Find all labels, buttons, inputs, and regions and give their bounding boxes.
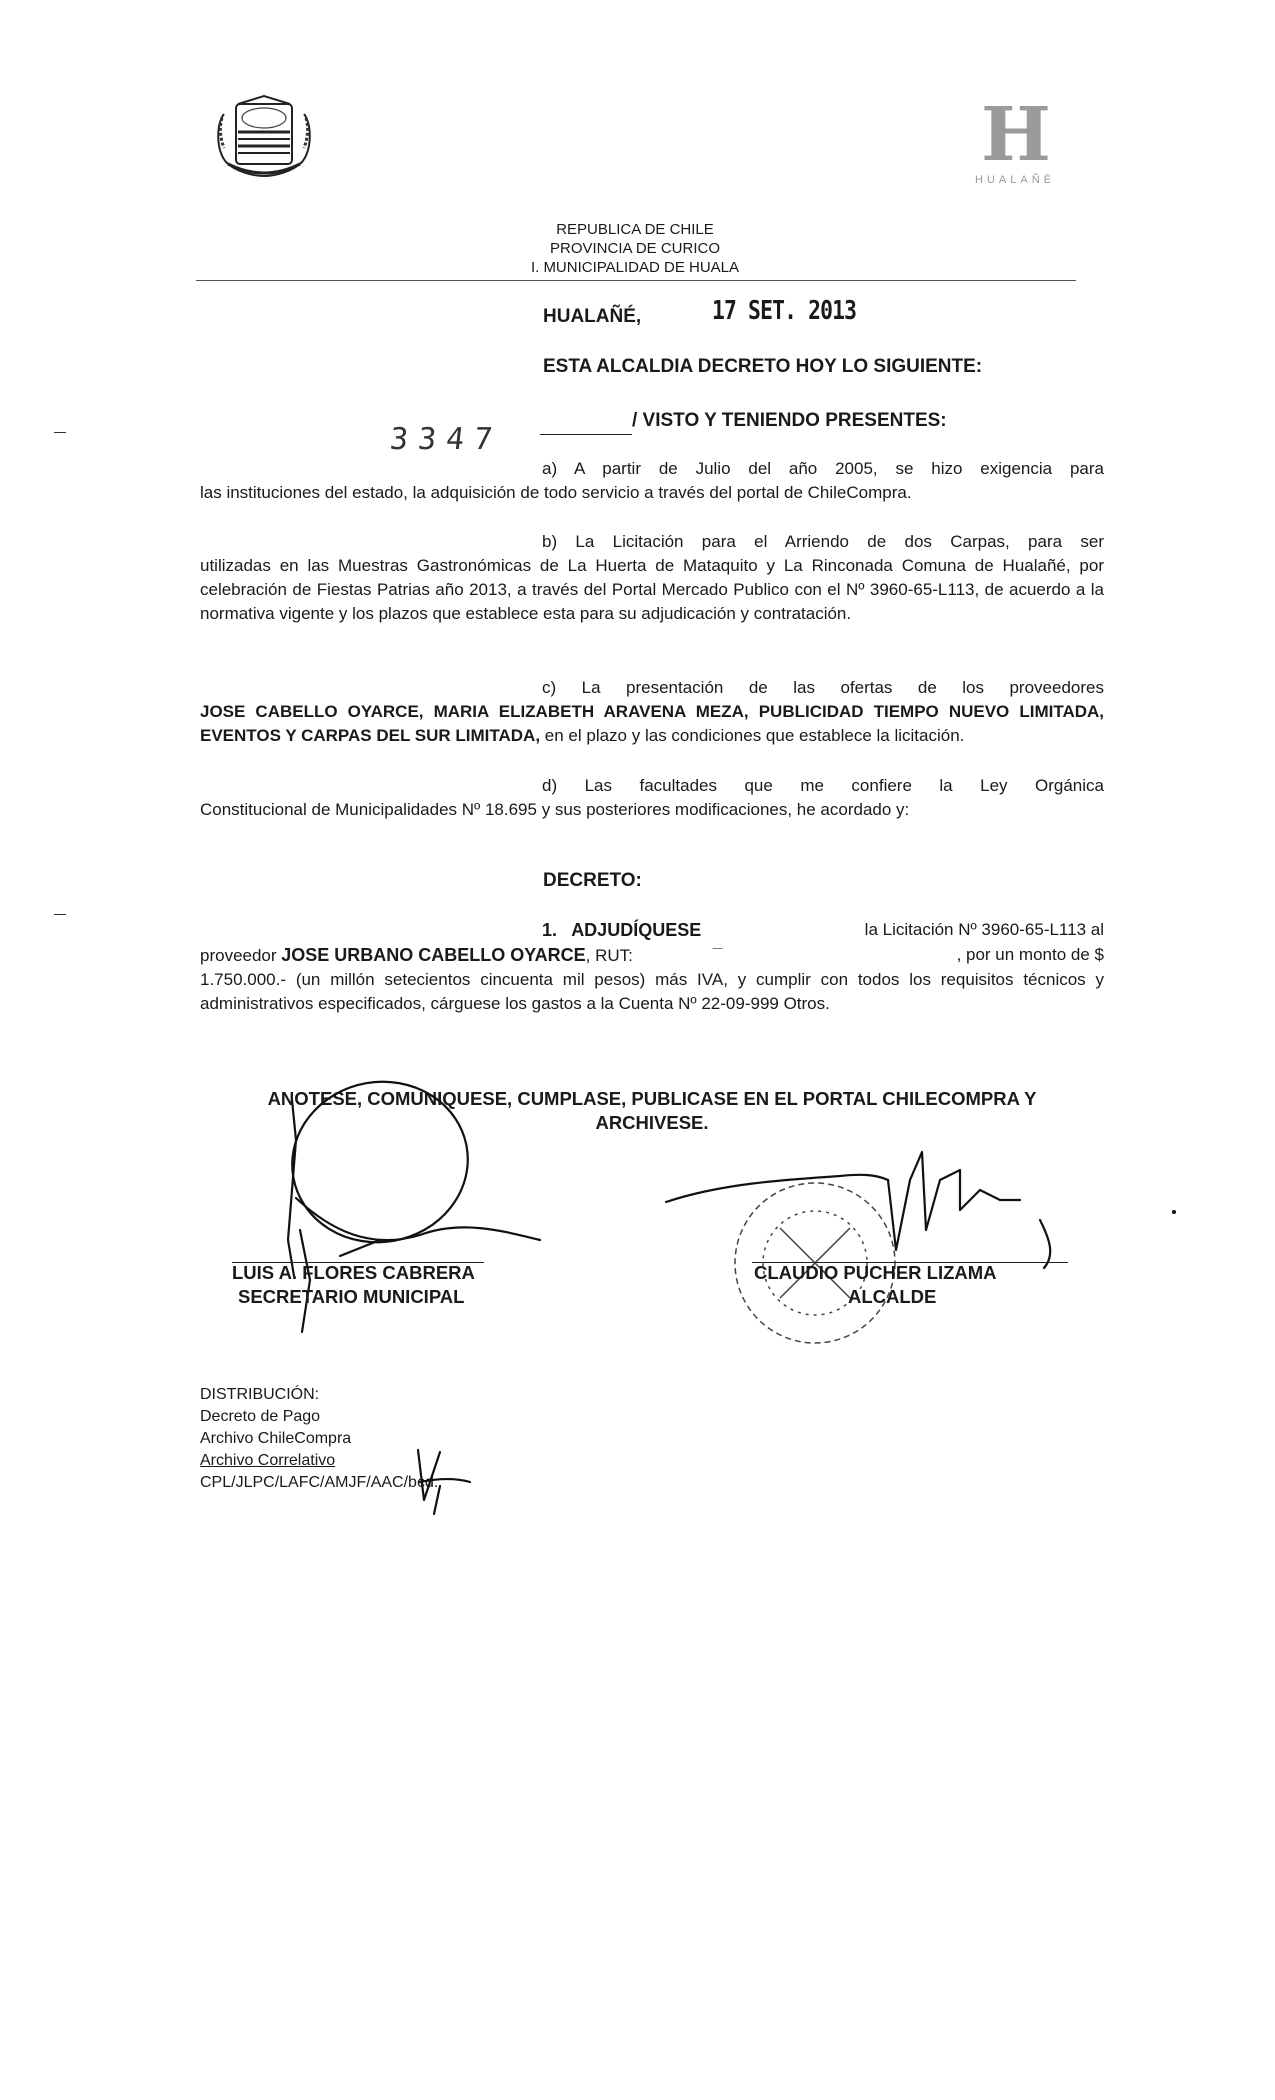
article-1-proveedor: proveedor: [200, 946, 282, 965]
paragraph-b-first: b) La Licitación para el Arriendo de dos Carpas, para ser: [542, 532, 1104, 551]
logo-word: HUALAÑÉ: [975, 174, 1055, 186]
left-signer-name: LUIS A. FLORES CABRERA: [232, 1262, 475, 1283]
margin-mark: [54, 914, 66, 915]
article-1-first-rest: la Licitación Nº 3960-65-L113 al: [864, 920, 1104, 939]
article-verb: ADJUDÍQUESE: [571, 920, 702, 940]
paragraph-a-rest: las instituciones del estado, la adquisición de todo servicio a través del portal de ChileCompra.: [200, 483, 912, 502]
article-number: 1.: [542, 920, 558, 940]
distribution-item: CPL/JLPC/LAFC/AMJF/AAC/bcd.: [200, 1474, 439, 1491]
article-1-lead: [542, 918, 701, 943]
article-1: [200, 918, 1104, 1016]
margin-mark: [54, 432, 66, 433]
closing-line-2: ARCHIVESE.: [595, 1112, 709, 1133]
distribution-item: Archivo ChileCompra: [200, 1430, 352, 1447]
paragraph-c-body: [200, 700, 1104, 748]
header-rule: [196, 280, 1076, 281]
distribution-item: Archivo Correlativo: [200, 1452, 336, 1469]
header-block: [470, 220, 800, 277]
paragraph-c-rest: en el plazo y las condiciones que establece la licitación.: [540, 726, 965, 745]
decree-number-underline: [540, 434, 632, 435]
rut-label: , RUT:: [585, 946, 633, 965]
logo-letter: H: [981, 92, 1049, 178]
provider-name: JOSE URBANO CABELLO OYARCE: [281, 945, 586, 965]
decreto-title: DECRETO:: [543, 870, 642, 891]
hualane-logo: [960, 92, 1070, 188]
right-signer-name: CLAUDIO PUCHER LIZAMA: [754, 1262, 997, 1283]
ink-dot: [1172, 1210, 1176, 1214]
paragraph-c: [200, 676, 1104, 748]
paragraph-c-first: c) La presentación de las ofertas de los proveedores: [542, 678, 1104, 697]
date-stamp: 17 SET. 2013: [712, 296, 857, 326]
initials-scribble: [400, 1442, 480, 1522]
left-signer-title: SECRETARIO MUNICIPAL: [238, 1286, 465, 1307]
decree-number: 3347: [388, 422, 505, 457]
municipal-coat-of-arms: [214, 92, 314, 178]
paragraph-a: [200, 457, 1104, 505]
paragraph-b-rest: utilizadas en las Muestras Gastronómicas de La Huerta de Mataquito y La Rinconada Comuna de Hualañé, por celebración de Fiestas Patrias año 2013, a través del Portal Mercado Publico con el Nº 3960-65-L113, de acuerdo a la normativa vigente y los plazos que establece esta para su adjudicación y contratación.: [200, 556, 1104, 623]
paragraph-d: [200, 774, 1104, 822]
distribution-item: Decreto de Pago: [200, 1408, 321, 1425]
paragraph-d-first: d) Las facultades que me confiere la Ley Orgánica: [542, 776, 1104, 795]
paragraph-b: [200, 530, 1104, 626]
rut-tick: ¯: [712, 946, 723, 965]
paragraph-d-rest: Constitucional de Municipalidades Nº 18.695 y sus posteriores modificaciones, he acordado y:: [200, 800, 910, 819]
distribution-title: DISTRIBUCIÓN:: [200, 1386, 320, 1403]
closing-line-1: ANOTESE, COMUNIQUESE, CUMPLASE, PUBLICASE EN EL PORTAL CHILECOMPRA Y: [267, 1088, 1037, 1109]
article-1-line2-left: [200, 943, 722, 968]
header-line-3: I. MUNICIPALIDAD DE HUALA: [530, 259, 740, 276]
article-1-rest: 1.750.000.- (un millón setecientos cincuenta mil pesos) más IVA, y cumplir con todos los requisitos técnicos y administrativos especificados, cárguese los gastos a la Cuenta Nº 22-09-999 Otros.: [200, 970, 1104, 1013]
article-1-line2-right: , por un monto de $: [956, 945, 1104, 964]
right-signer-title: ALCALDE: [848, 1286, 937, 1307]
visto-title: / VISTO Y TENIENDO PRESENTES:: [632, 410, 947, 431]
header-line-1: REPUBLICA DE CHILE: [556, 221, 714, 238]
place-name: HUALAÑÉ,: [543, 306, 642, 327]
paragraph-a-first: a) A partir de Julio del año 2005, se hizo exigencia para: [542, 459, 1104, 478]
bidders-list: JOSE CABELLO OYARCE, MARIA ELIZABETH ARAVENA MEZA, PUBLICIDAD TIEMPO NUEVO LIMITADA, EVENTOS Y CARPAS DEL SUR LIMITADA,: [200, 702, 1104, 745]
intro-line: ESTA ALCALDIA DECRETO HOY LO SIGUIENTE:: [543, 356, 983, 377]
article-1-first: [200, 918, 1104, 943]
article-1-line2: [200, 943, 1104, 968]
header-line-2: PROVINCIA DE CURICO: [549, 240, 721, 257]
